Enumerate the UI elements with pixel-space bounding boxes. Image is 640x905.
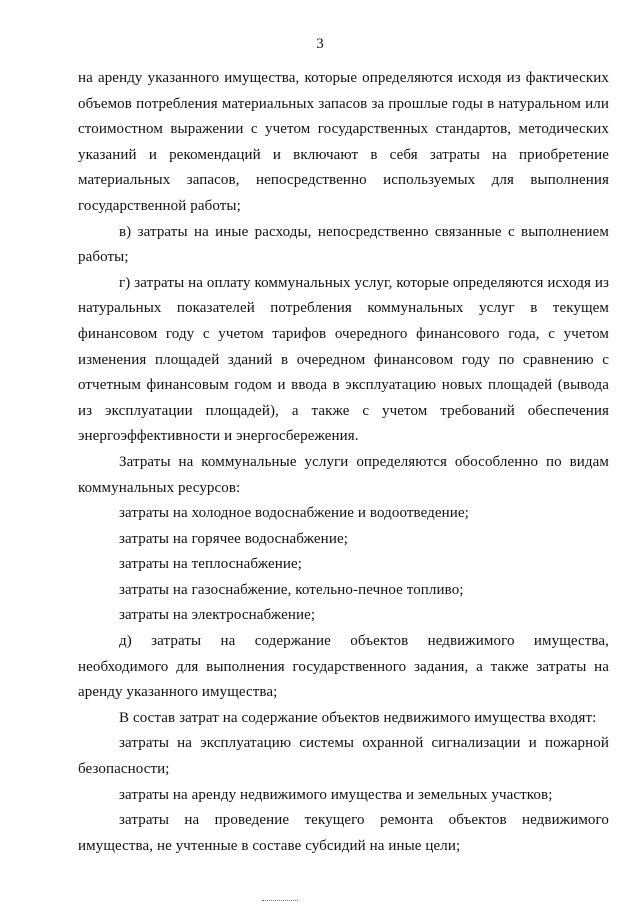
paragraph-3: г) затраты на оплату коммунальных услуг, которые определяются исходя из натуральных показателей потребления коммунальных услуг в текущем финансовом году с учетом тарифов очередного финансового года, с учетом изменения площадей зданий в очередном финансовом году по сравнению с отчетным финансовым годом и ввода в эксплуатацию новых площадей (вывода из эксплуатации площадей), а также с учетом требований обеспечения энергоэффективности и энергосбережения. bbox=[78, 274, 609, 445]
list-item-repair: затраты на проведение текущего ремонта объектов недвижимого имущества, не учтенные в составе субсидий на иные цели; bbox=[78, 812, 609, 854]
paragraph-composition: В состав затрат на содержание объектов недвижимого имущества входят: bbox=[119, 709, 597, 726]
list-item-electricity: затраты на электроснабжение; bbox=[119, 607, 316, 624]
document-body bbox=[78, 66, 609, 859]
scan-artifact bbox=[262, 900, 298, 903]
paragraph-2: в) затраты на иные расходы, непосредственно связанные с выполнением работы; bbox=[78, 223, 609, 266]
list-item-cold-water: затраты на холодное водоснабжение и водоотведение; bbox=[119, 505, 469, 522]
paragraph-real-estate: д) затраты на содержание объектов недвижимого имущества, необходимого для выполнения государственного задания, а также затраты на аренду указанного имущества; bbox=[78, 633, 609, 701]
paragraph-4: Затраты на коммунальные услуги определяются обособленно по видам коммунальных ресурсов: bbox=[78, 453, 609, 496]
paragraph-1: на аренду указанного имущества, которые определяются исходя из фактических объемов потребления материальных запасов за прошлые годы в натуральном или стоимостном выражении с учетом государственных стандартов, методических указаний и рекомендаций и включают в себя затраты на приобретение материальных запасов, непосредственно используемых для выполнения государственной работы; bbox=[78, 70, 609, 214]
list-item-lease: затраты на аренду недвижимого имущества и земельных участков; bbox=[119, 786, 553, 803]
list-item-security-systems: затраты на эксплуатацию системы охранной сигнализации и пожарной безопасности; bbox=[78, 735, 609, 778]
list-item-heating: затраты на теплоснабжение; bbox=[119, 556, 303, 573]
list-item-hot-water: затраты на горячее водоснабжение; bbox=[119, 530, 348, 547]
page-number: 3 bbox=[316, 36, 324, 52]
list-item-gas-fuel: затраты на газоснабжение, котельно-печное топливо; bbox=[119, 581, 464, 598]
